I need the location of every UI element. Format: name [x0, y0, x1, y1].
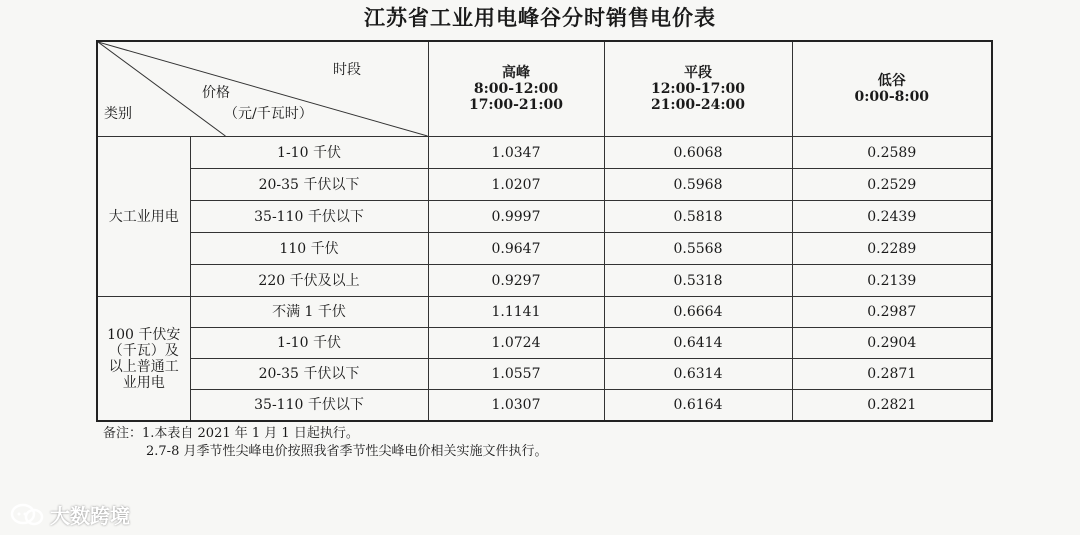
note-line-1: 备注：1.本表自 2021 年 1 月 1 日起执行。: [103, 426, 359, 441]
valley-price: 0.2821: [792, 390, 992, 421]
flat-price: 0.5318: [604, 265, 792, 297]
table-row: [97, 169, 992, 201]
peak-time-1: 8:00-12:00: [473, 81, 559, 98]
note-line-2: 2.7-8 月季节性尖峰电价按照我省季节性尖峰电价相关实施文件执行。: [146, 444, 548, 459]
flat-time-1: 12:00-17:00: [650, 81, 746, 98]
group-large-industrial: 大工业用电: [97, 137, 190, 297]
table-row: [97, 359, 992, 390]
valley-price: 0.2289: [792, 233, 992, 265]
flat-price: 0.5568: [604, 233, 792, 265]
price-label: 价格: [202, 85, 230, 102]
valley-price: 0.2529: [792, 169, 992, 201]
peak-price: 0.9297: [428, 265, 604, 297]
valley-time-1: 0:00-8:00: [854, 89, 930, 106]
group-general-industrial: [97, 297, 190, 421]
unit-label: （元/千瓦时）: [224, 106, 313, 123]
flat-price: 0.6414: [604, 328, 792, 359]
group-name-line: 100 千伏安: [107, 326, 181, 343]
peak-price: 1.1141: [428, 297, 604, 328]
voltage-cell: 20-35 千伏以下: [190, 359, 428, 390]
flat-name: 平段: [684, 65, 712, 82]
group-name-line: （千瓦）及: [108, 342, 179, 359]
valley-price: 0.2987: [792, 297, 992, 328]
flat-price: 0.6314: [604, 359, 792, 390]
voltage-cell: 35-110 千伏以下: [190, 201, 428, 233]
chat-bubble-icon: [10, 503, 44, 527]
peak-time-2: 17:00-21:00: [468, 97, 564, 114]
flat-price: 0.6664: [604, 297, 792, 328]
time-label: 时段: [333, 62, 361, 79]
notes: [103, 425, 547, 461]
peak-name: 高峰: [502, 65, 530, 82]
peak-header: [428, 41, 604, 137]
voltage-cell: 1-10 千伏: [190, 137, 428, 169]
flat-price: 0.5968: [604, 169, 792, 201]
peak-price: 0.9997: [428, 201, 604, 233]
diagonal-header-cell: [97, 41, 428, 137]
group-name-line: 以上普通工: [108, 358, 179, 375]
voltage-cell: 220 千伏及以上: [190, 265, 428, 297]
valley-price: 0.2139: [792, 265, 992, 297]
valley-name: 低谷: [877, 73, 906, 90]
table-row: [97, 265, 992, 297]
flat-price: 0.5818: [604, 201, 792, 233]
voltage-cell: 20-35 千伏以下: [190, 169, 428, 201]
peak-price: 1.0557: [428, 359, 604, 390]
flat-price: 0.6164: [604, 390, 792, 421]
flat-price: 0.6068: [604, 137, 792, 169]
peak-price: 1.0307: [428, 390, 604, 421]
tariff-table: [96, 40, 993, 422]
watermark-text: 大数跨境: [50, 504, 130, 528]
voltage-cell: 不满 1 千伏: [190, 297, 428, 328]
category-label: 类别: [104, 106, 132, 123]
peak-price: 1.0724: [428, 328, 604, 359]
valley-price: 0.2439: [792, 201, 992, 233]
peak-price: 0.9647: [428, 233, 604, 265]
valley-price: 0.2589: [792, 137, 992, 169]
flat-header: [604, 41, 792, 137]
page-title: 江苏省工业用电峰谷分时销售电价表: [364, 5, 716, 30]
peak-price: 1.0207: [428, 169, 604, 201]
voltage-cell: 110 千伏: [190, 233, 428, 265]
table-row: [97, 137, 992, 169]
watermark: [10, 500, 130, 529]
table-row: [97, 297, 992, 328]
peak-price: 1.0347: [428, 137, 604, 169]
voltage-cell: 1-10 千伏: [190, 328, 428, 359]
valley-price: 0.2904: [792, 328, 992, 359]
table-row: [97, 201, 992, 233]
table-row: [97, 390, 992, 421]
valley-header: [792, 41, 992, 137]
voltage-cell: 35-110 千伏以下: [190, 390, 428, 421]
table-row: [97, 233, 992, 265]
valley-price: 0.2871: [792, 359, 992, 390]
flat-time-2: 21:00-24:00: [650, 97, 746, 114]
group-name-line: 业用电: [122, 374, 165, 391]
table-row: [97, 328, 992, 359]
